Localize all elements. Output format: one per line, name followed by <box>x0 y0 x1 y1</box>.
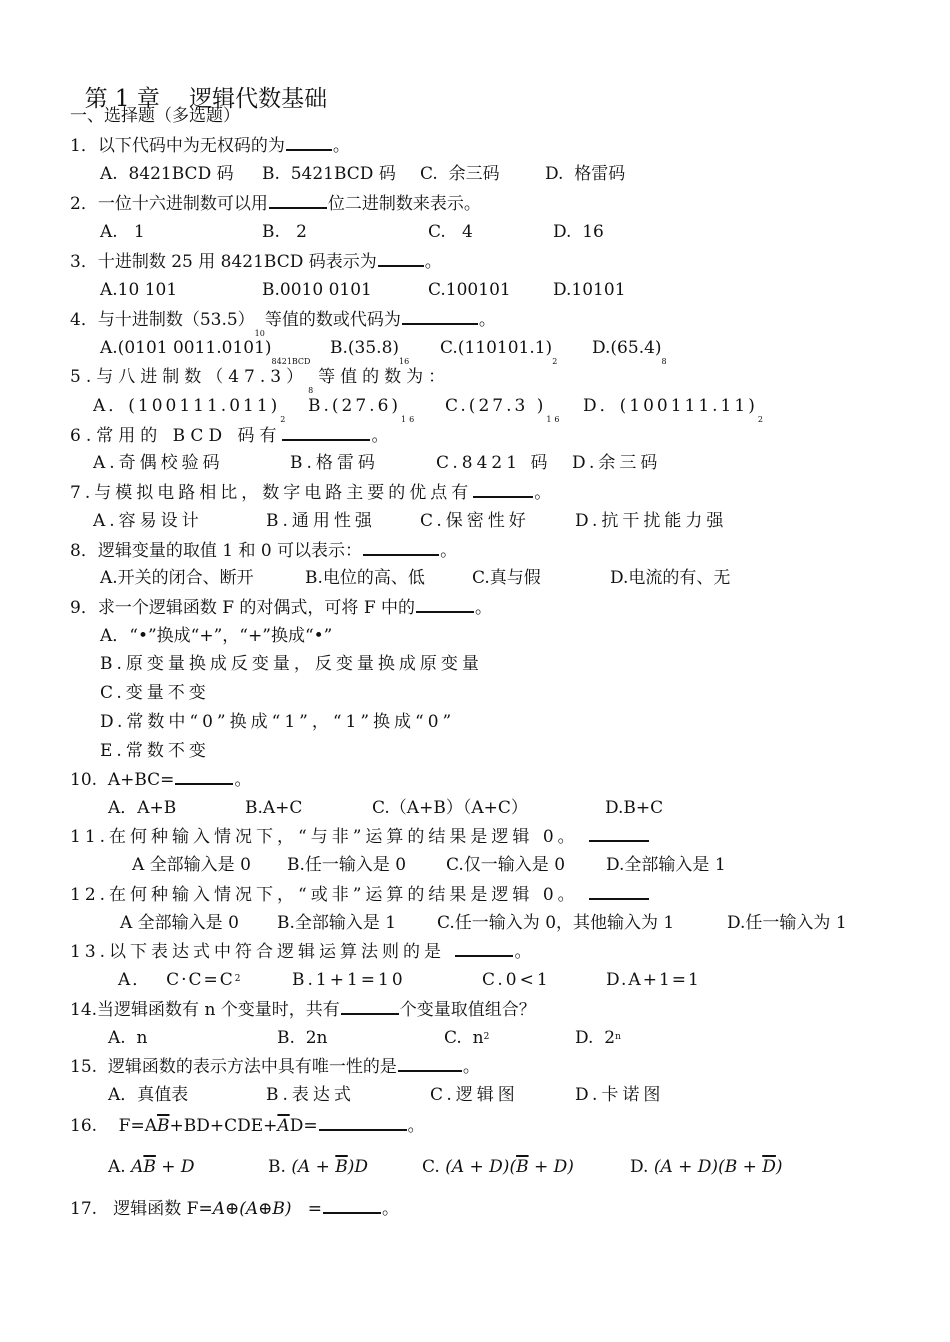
q3-option-d: D.10101 <box>553 280 626 300</box>
q7-option-a: A.容易设计 <box>93 511 203 531</box>
q16-f-bar1: $\overline{B}$ <box>157 1116 170 1136</box>
q5-d: D．(100111.11) <box>583 396 758 416</box>
q16-option-d: D. $(A + D)(B + \overline{D})$ <box>630 1157 783 1177</box>
q10-option-b: B.A+C <box>245 798 303 818</box>
q9-option-e: E.常数不变 <box>100 741 210 761</box>
answer-blank <box>323 1197 381 1214</box>
q14-option-d <box>575 1027 621 1052</box>
chapter-number: 第 1 章 <box>84 86 160 112</box>
q13-text: 13.以下表达式中符合逻辑运算法则的是 <box>70 942 446 962</box>
q14-c: C. n <box>444 1028 484 1048</box>
question-11 <box>70 825 650 848</box>
question-6 <box>70 424 393 447</box>
q11-text: 11.在何种输入情况下，“与非”运算的结果是逻辑 0。 <box>70 827 579 847</box>
q16-option-a: A. $A\overline{B} + D$ <box>108 1157 195 1177</box>
q5-d-sub: 2 <box>757 415 766 424</box>
question-8 <box>70 539 457 562</box>
question-15 <box>70 1055 480 1078</box>
q5-option-c <box>445 395 563 424</box>
q4-end: 。 <box>478 310 496 330</box>
q4-option-c <box>440 337 558 366</box>
q14-text: 14.当逻辑函数有 n 个变量时，共有 <box>70 1000 340 1020</box>
question-16 <box>70 1114 425 1137</box>
q10-option-a: A．A+B <box>108 798 177 818</box>
q16-d-label: D. <box>630 1157 649 1177</box>
q2-option-a: A. 1 <box>100 222 145 242</box>
q4-option-d <box>592 337 667 366</box>
question-4 <box>70 308 496 338</box>
q5-c-sub: 16 <box>546 415 563 424</box>
q4-c: C.(110101.1) <box>440 338 553 358</box>
q8-option-a: A.开关的闭合、断开 <box>100 568 254 588</box>
q7-text: 7.与模拟电路相比，数字电路主要的优点有 <box>70 483 473 503</box>
q16-f-suffix: D= <box>289 1116 318 1136</box>
q16-c-label: C. <box>422 1157 440 1177</box>
question-3 <box>70 250 442 273</box>
q14-option-b: B. 2n <box>277 1028 328 1048</box>
q14-mid: 个变量取值组合？ <box>399 1000 536 1020</box>
q1-option-a: A. 8421BCD 码 <box>100 164 234 184</box>
q12-option-d: D.任一输入为 1 <box>727 913 847 933</box>
chapter-title: 逻辑代数基础 <box>189 86 328 112</box>
q10-option-d: D.B+C <box>605 798 664 818</box>
q8-option-b: B.电位的高、低 <box>305 568 425 588</box>
answer-blank <box>378 250 424 267</box>
q10-option-c: C.（A+B）（A+C） <box>372 798 528 818</box>
q7-option-c: C.保密性好 <box>420 511 530 531</box>
q17-text: 逻辑函数 F= <box>113 1199 213 1219</box>
q12-option-c: C.任一输入为 0，其他输入为 1 <box>437 913 675 933</box>
question-9 <box>70 596 492 619</box>
q16-num: 16. <box>70 1116 98 1136</box>
q15-option-c: C.逻辑图 <box>430 1085 519 1105</box>
q4-c-sub: 2 <box>552 357 558 366</box>
q5-a-sub: 2 <box>280 415 289 424</box>
q11-option-d: D.全部输入是 1 <box>606 855 726 875</box>
q15-option-d: D.卡诺图 <box>575 1085 665 1105</box>
q8-text: 8．逻辑变量的取值 1 和 0 可以表示： <box>70 541 363 561</box>
q1-option-d: D. 格雷码 <box>545 164 626 184</box>
q1-text: 1．以下代码中为无权码的为 <box>70 136 285 156</box>
q17-eq: = <box>307 1199 322 1219</box>
q5-b-sub: 16 <box>401 415 418 424</box>
q11-option-c: C.仅一输入是 0 <box>446 855 566 875</box>
q9-option-c: C.变量不变 <box>100 683 210 703</box>
q1-option-c: C. 余三码 <box>420 164 500 184</box>
q7-option-b: B.通用性强 <box>266 511 376 531</box>
question-7 <box>70 481 555 504</box>
q2-mid: 位二进制数来表示。 <box>327 194 481 214</box>
q16-f-mid: +BD+CDE+ <box>169 1116 278 1136</box>
question-2 <box>70 192 481 215</box>
q12-option-b: B.全部输入是 1 <box>277 913 397 933</box>
q4-sub: 10 <box>254 329 265 338</box>
q5-b: B.(27.6) <box>308 396 402 416</box>
q6-option-c: C.8421 码 <box>436 453 552 473</box>
q17-end: 。 <box>382 1199 399 1219</box>
q4-a: A.(0101 0011.0101) <box>100 338 272 358</box>
q4-mid: 等值的数或代码为 <box>264 310 401 330</box>
q4-b-sub: 16 <box>399 357 410 366</box>
q6-text: 6.常用的 BCD 码有 <box>70 426 282 446</box>
q4-b: B.(35.8) <box>330 338 400 358</box>
q15-text: 15. 逻辑函数的表示方法中具有唯一性的是 <box>70 1057 397 1077</box>
q16-b-label: B. <box>268 1157 286 1177</box>
q4-option-a <box>100 337 311 366</box>
q3-option-b: B.0010 0101 <box>262 280 372 300</box>
q12-option-a: A 全部输入是 0 <box>120 913 239 933</box>
q4-d: D.(65.4) <box>592 338 662 358</box>
q2-text: 2．一位十六进制数可以用 <box>70 194 268 214</box>
q6-option-b: B.格雷码 <box>290 453 379 473</box>
q8-end: 。 <box>440 541 458 561</box>
q3-end: 。 <box>424 252 442 272</box>
q14-d: D. 2 <box>575 1028 616 1048</box>
q9-option-b: B.原变量换成反变量，反变量换成原变量 <box>100 654 483 674</box>
q5-mid: 等值的数为： <box>318 367 451 387</box>
question-14 <box>70 998 536 1021</box>
section-heading: 一、选择题（多选题） <box>70 106 240 126</box>
q12-text: 12.在何种输入情况下，“或非”运算的结果是逻辑 0。 <box>70 885 579 905</box>
q4-option-b <box>330 337 410 366</box>
q2-option-b: B. 2 <box>262 222 307 242</box>
q9-text: 9．求一个逻辑函数 F 的对偶式，可将 F 中的 <box>70 598 416 618</box>
q14-d-sup: n <box>615 1032 621 1042</box>
q17-expr: A⊕(A⊕B) <box>212 1199 292 1219</box>
answer-blank <box>455 940 513 957</box>
q13-end: 。 <box>514 942 536 962</box>
question-17 <box>70 1197 399 1220</box>
q16-option-c: C. $(A + D)(\overline{B} + D)$ <box>422 1157 574 1177</box>
q17-num: 17. <box>70 1199 98 1219</box>
q2-option-d: D. 16 <box>553 222 604 242</box>
q4-d-sub: 8 <box>661 357 667 366</box>
answer-blank <box>269 192 327 209</box>
q1-end: 。 <box>332 136 350 156</box>
q7-end: 。 <box>534 483 556 503</box>
q16-option-b: B. $(A + \overline{B})D$ <box>268 1157 369 1177</box>
answer-blank <box>402 308 478 325</box>
q14-option-a: A. n <box>108 1028 148 1048</box>
answer-blank <box>416 596 474 613</box>
answer-blank <box>589 825 649 842</box>
q8-option-c: C.真与假 <box>472 568 541 588</box>
answer-blank <box>341 998 399 1015</box>
q14-c-sup: 2 <box>483 1032 490 1042</box>
q9-end: 。 <box>475 598 493 618</box>
q6-option-a: A.奇偶校验码 <box>93 453 224 473</box>
q16-a-label: A. <box>108 1157 126 1177</box>
q16-f-bar2: $\overline{A}$ <box>277 1116 290 1136</box>
question-13 <box>70 940 535 963</box>
q15-option-a: A．真值表 <box>108 1085 189 1105</box>
q11-option-b: B.任一输入是 0 <box>287 855 407 875</box>
q5-option-d <box>583 395 766 424</box>
q15-option-b: B.表达式 <box>266 1085 355 1105</box>
answer-blank <box>589 883 649 900</box>
q3-option-c: C.100101 <box>428 280 511 300</box>
q2-option-c: C. 4 <box>428 222 473 242</box>
q5-sub: 8 <box>308 386 319 395</box>
answer-blank <box>398 1055 462 1072</box>
answer-blank <box>286 134 332 151</box>
q5-text: 5.与八进制数（47.3） <box>70 367 309 387</box>
q4-text: 4．与十进制数（53.5） <box>70 310 255 330</box>
q5-a: A．(100111.011) <box>93 396 281 416</box>
q13-option-a <box>118 969 243 994</box>
q3-text: 3．十进制数 25 用 8421BCD 码表示为 <box>70 252 377 272</box>
q6-option-d: D.余三码 <box>572 453 662 473</box>
q10-end: 。 <box>234 770 252 790</box>
q9-option-a: A．“•”换成“+”，“+”换成“•” <box>100 626 333 646</box>
question-5 <box>70 366 451 395</box>
q13-option-b: B.1+1=10 <box>292 970 406 990</box>
question-12 <box>70 883 650 906</box>
q13-a: A． C·C=C <box>118 970 235 990</box>
q5-option-b <box>308 395 418 424</box>
q5-option-a <box>93 395 289 424</box>
question-1 <box>70 134 350 157</box>
q3-option-a: A.10 101 <box>100 280 178 300</box>
q14-option-c <box>444 1027 489 1052</box>
q6-end: 。 <box>371 426 394 446</box>
q4-a-sub: 8421BCD <box>271 357 311 366</box>
q13-a-sup: 2 <box>234 974 243 984</box>
q16-end: 。 <box>407 1116 425 1136</box>
q13-option-c: C.0<1 <box>482 970 551 990</box>
answer-blank <box>319 1114 407 1131</box>
q16-f-prefix: F=A <box>118 1116 157 1136</box>
q5-c: C.(27.3 ) <box>445 396 547 416</box>
q15-end: 。 <box>462 1057 480 1077</box>
q1-option-b: B. 5421BCD 码 <box>262 164 396 184</box>
q9-option-d: D.常数中“0”换成“1”，“1”换成“0” <box>100 712 456 732</box>
q10-text: 10. A+BC= <box>70 770 175 790</box>
answer-blank <box>363 539 439 556</box>
q8-option-d: D.电流的有、无 <box>610 568 731 588</box>
answer-blank <box>175 768 233 785</box>
question-10 <box>70 768 251 791</box>
q7-option-d: D.抗干扰能力强 <box>575 511 728 531</box>
answer-blank <box>473 481 533 498</box>
answer-blank <box>282 424 370 441</box>
q13-option-d: D.A+1=1 <box>606 970 701 990</box>
q11-option-a: A 全部输入是 0 <box>132 855 251 875</box>
